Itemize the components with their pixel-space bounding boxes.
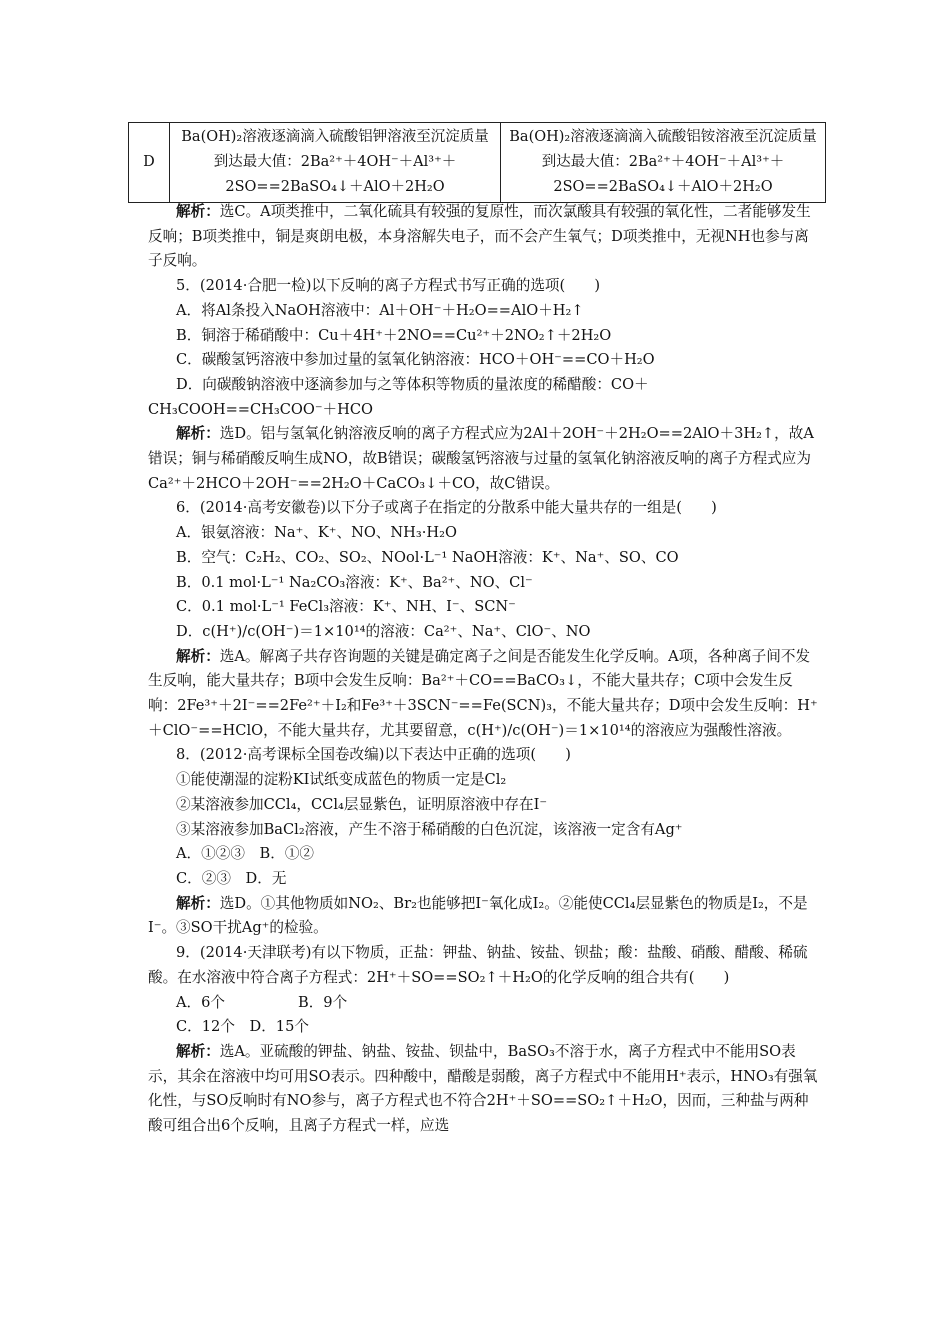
question-line [148,818,820,843]
line-text: 选C。A项类推中，二氧化硫具有较强的复原性，而次氯酸具有较强的氧化性，二者能够发生反响；B项类推中，铜是爽朗电极，本身溶解失电子，而不会产生氧气；D项类推中，无视NH也参与离子反响。 [148,203,811,270]
line-text: 选A。解离子共存咨询题的关键是确定离子之间是否能发生化学反响。A项，各种离子间不发生反响，能大量共存；B项中会发生反响：Ba²⁺＋CO==BaCO₃↓，不能大量共存；C项中会发生反响：2Fe³⁺＋2I⁻==2Fe²⁺＋I₂和Fe³⁺＋3SCN⁻==Fe(SCN)₃，不能大量共存；D项中会发生反响：H⁺＋ClO⁻==HClO，不能大量共存，尤其要留意，c(H⁺)/c(OH⁻)＝1×10¹⁴的溶液应为强酸性溶液。 [148,647,818,739]
line-text: B．空气：C₂H₂、CO₂、SO₂、NOol·L⁻¹ NaOH溶液：K⁺、Na⁺、SO、CO [176,548,679,566]
question-line [148,373,820,422]
line-text: ②某溶液参加CCl₄，CCl₄层显紫色，证明原溶液中存在I⁻ [176,795,548,813]
document-body [148,200,820,1139]
line-text: ①能使潮湿的淀粉KI试纸变成蓝色的物质一定是Cl₂ [176,771,507,789]
question-line [148,299,820,324]
question-line [148,743,820,768]
option-cell-right: Ba(OH)₂溶液逐滴滴入硫酸铝铵溶液至沉淀质量到达最大值：2Ba²⁺＋4OH⁻＋Al³⁺＋2SO==2BaSO₄↓＋AlO＋2H₂O [501,123,826,203]
analysis-paragraph [148,422,820,496]
analysis-label: 解析： [176,1042,220,1060]
line-text: C．②③ D．无 [176,869,287,887]
question-line [148,324,820,349]
line-text: C．碳酸氢钙溶液中参加过量的氢氧化钠溶液：HCO＋OH⁻==CO＋H₂O [176,351,655,369]
line-text: C．12个 D．15个 [176,1018,309,1036]
line-text: 6．(2014·高考安徽卷)以下分子或离子在指定的分散系中能大量共存的一组是( ) [176,499,717,517]
line-text: 8．(2012·高考课标全国卷改编)以下表达中正确的选项( ) [176,746,571,764]
line-text: ③某溶液参加BaCl₂溶液，产生不溶于稀硝酸的白色沉淀，该溶液一定含有Ag⁺ [176,820,683,838]
analysis-label: 解析： [176,203,220,220]
analysis-paragraph [148,645,820,744]
question-line [148,768,820,793]
question-line [148,274,820,299]
line-text: 选A。亚硫酸的钾盐、钠盐、铵盐、钡盐中，BaSO₃不溶于水，离子方程式中不能用SO表示，其余在溶液中均可用SO表示。四种酸中，醋酸是弱酸，离子方程式中不能用H⁺表示，HNO₃有强氧化性，与SO反响时有NO参与，离子方程式也不符合2H⁺＋SO==SO₂↑＋H₂O，因而，三种盐与两种酸可组合出6个反响，且离子方程式一样，应选 [148,1042,818,1135]
option-table [128,122,826,203]
analysis-label: 解析： [176,894,220,912]
question-line [148,521,820,546]
analysis-label: 解析： [176,647,220,665]
line-text: B．铜溶于稀硝酸中：Cu＋4H⁺＋2NO==Cu²⁺＋2NO₂↑＋2H₂O [176,326,612,344]
question-line [148,496,820,521]
question-line [148,842,820,867]
question-line [148,1015,820,1040]
question-line [148,867,820,892]
question-line [148,546,820,571]
table-row [129,123,826,203]
analysis-paragraph [148,1040,820,1139]
line-text: A．6个 B．9个 [176,993,348,1011]
question-line [148,595,820,620]
line-text: D．c(H⁺)/c(OH⁻)＝1×10¹⁴的溶液：Ca²⁺、Na⁺、ClO⁻、NO [176,622,591,640]
analysis-paragraph [148,200,820,274]
option-cell-left: Ba(OH)₂溶液逐滴滴入硫酸铝钾溶液至沉淀质量到达最大值：2Ba²⁺＋4OH⁻＋Al³⁺＋2SO==2BaSO₄↓＋AlO＋2H₂O [170,123,501,203]
question-line [148,793,820,818]
option-label: D [129,123,170,203]
analysis-paragraph [148,892,820,941]
line-text: A．将Al条投入NaOH溶液中：Al＋OH⁻＋H₂O==AlO＋H₂↑ [176,301,584,319]
question-line [148,941,820,990]
analysis-label: 解析： [176,425,220,443]
line-text: A．①②③ B．①② [176,845,315,863]
line-text: C．0.1 mol·L⁻¹ FeCl₃溶液：K⁺、NH、I⁻、SCN⁻ [176,598,516,616]
line-text: 选D。铝与氢氧化钠溶液反响的离子方程式应为2Al＋2OH⁻＋2H₂O==2AlO＋3H₂↑，故A错误；铜与稀硝酸反响生成NO，故B错误；碳酸氢钙溶液与过量的氢氧化钠溶液反响的离子方程式应为Ca²⁺＋2HCO＋2OH⁻==2H₂O＋CaCO₃↓＋CO，故C错误。 [148,425,814,492]
line-text: B．0.1 mol·L⁻¹ Na₂CO₃溶液：K⁺、Ba²⁺、NO、Cl⁻ [176,573,533,591]
question-line [148,348,820,373]
question-line [148,991,820,1016]
question-line [148,571,820,596]
line-text: 9．(2014·天津联考)有以下物质，正盐：钾盐、钠盐、铵盐、钡盐；酸：盐酸、硝酸、醋酸、稀硫酸。在水溶液中符合离子方程式：2H⁺＋SO==SO₂↑＋H₂O的化学反响的组合共有( ) [148,944,808,986]
question-line [148,620,820,645]
line-text: 5．(2014·合肥一检)以下反响的离子方程式书写正确的选项( ) [176,277,601,295]
line-text: 选D。①其他物质如NO₂、Br₂也能够把I⁻氧化成I₂。②能使CCl₄层显紫色的物质是I₂，不是I⁻。③SO干扰Ag⁺的检验。 [148,894,808,937]
line-text: A．银氨溶液：Na⁺、K⁺、NO、NH₃·H₂O [176,524,457,542]
line-text: D．向碳酸钠溶液中逐滴参加与之等体积等物质的量浓度的稀醋酸：CO＋CH₃COOH==CH₃COO⁻＋HCO [148,375,649,418]
